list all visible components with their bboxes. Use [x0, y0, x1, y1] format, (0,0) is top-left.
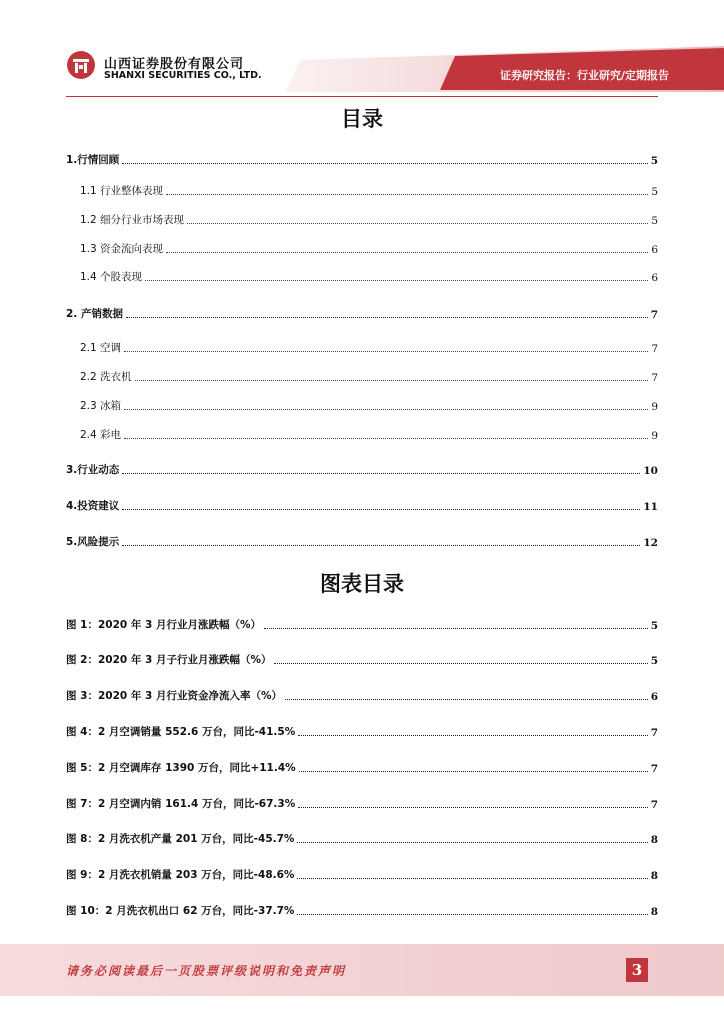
figure-entry-page: 7 — [650, 799, 658, 811]
toc-entry-label: 2.2 洗衣机 — [80, 371, 132, 383]
toc-entry[interactable] — [66, 151, 658, 167]
toc-entry[interactable] — [80, 397, 658, 413]
toc-entry-label: 5.风险提示 — [66, 536, 120, 548]
figure-entry[interactable] — [66, 902, 658, 918]
toc-entry-page: 9 — [651, 430, 658, 442]
dot-leader — [166, 193, 648, 195]
header-divider — [66, 96, 658, 97]
figure-entry[interactable] — [66, 651, 658, 667]
toc-entry-page: 10 — [643, 465, 658, 477]
figure-entry-label: 图 7：2 月空调内销 161.4 万台，同比-67.3% — [66, 798, 296, 810]
toc-entry-label: 1.3 资金流向表现 — [80, 243, 164, 255]
toc-entry-page: 9 — [651, 401, 658, 413]
dot-leader — [145, 279, 648, 281]
figure-entry[interactable] — [66, 830, 658, 846]
toc-entry-label: 3.行业动态 — [66, 464, 120, 476]
dot-leader — [274, 662, 647, 664]
figure-entry-label: 图 1：2020 年 3 月行业月涨跌幅（%） — [66, 619, 261, 631]
toc-entry-page: 11 — [643, 501, 658, 513]
toc-entry[interactable] — [80, 211, 658, 227]
dot-leader — [122, 508, 640, 510]
figure-entry-label: 图 4：2 月空调销量 552.6 万台，同比-41.5% — [66, 726, 296, 738]
dot-leader — [124, 437, 648, 439]
toc-entry-label: 1.行情回顾 — [66, 154, 120, 166]
figure-entry-page: 5 — [650, 620, 658, 632]
toc-entry-label: 4.投资建议 — [66, 500, 120, 512]
toc-entry[interactable] — [66, 497, 658, 513]
figure-entry[interactable] — [66, 795, 658, 811]
figure-entry[interactable] — [66, 687, 658, 703]
toc-entry-page: 7 — [651, 343, 658, 355]
toc-entry-label: 1.1 行业整体表现 — [80, 185, 164, 197]
figure-entry[interactable] — [66, 723, 658, 739]
figure-entry[interactable] — [66, 616, 658, 632]
dot-leader — [297, 913, 647, 915]
figure-entry-page: 6 — [650, 691, 658, 703]
dot-leader — [122, 544, 640, 546]
toc-entry[interactable] — [66, 533, 658, 549]
figure-entry[interactable] — [66, 759, 658, 775]
figure-entry-page: 8 — [650, 906, 658, 918]
dot-leader — [126, 316, 648, 318]
figure-entry-label: 图 9：2 月洗衣机销量 203 万台，同比-48.6% — [66, 869, 295, 881]
dot-leader — [122, 472, 640, 474]
toc-entry[interactable] — [80, 339, 658, 355]
dot-leader — [285, 698, 648, 700]
toc-entry[interactable] — [66, 305, 658, 321]
figure-entry-page: 8 — [650, 870, 658, 882]
figure-entry-label: 图 10：2 月洗衣机出口 62 万台，同比-37.7% — [66, 905, 295, 917]
report-type: 证券研究报告：行业研究/定期报告 — [499, 69, 669, 82]
figure-entry-page: 7 — [650, 727, 658, 739]
toc-entry-label: 1.2 细分行业市场表现 — [80, 214, 185, 226]
dot-leader — [166, 251, 648, 253]
toc-entry-label: 2.3 冰箱 — [80, 400, 122, 412]
dot-leader — [264, 627, 648, 629]
toc-entry[interactable] — [80, 240, 658, 256]
figure-entry-page: 7 — [650, 763, 658, 775]
figure-entry-label: 图 8：2 月洗衣机产量 201 万台，同比-45.7% — [66, 833, 295, 845]
toc-entry-page: 5 — [651, 215, 658, 227]
dot-leader — [297, 877, 647, 879]
company-logo-icon — [66, 50, 96, 80]
dot-leader — [298, 806, 647, 808]
figure-entry-label: 图 2：2020 年 3 月子行业月涨跌幅（%） — [66, 654, 272, 666]
toc-entry-page: 7 — [650, 309, 658, 321]
page-number: 3 — [626, 958, 648, 982]
toc-title: 目录 — [341, 107, 383, 131]
figure-entry[interactable] — [66, 866, 658, 882]
figure-entry-page: 5 — [650, 655, 658, 667]
toc-entry[interactable] — [80, 268, 658, 284]
figure-entry-label: 图 5：2 月空调库存 1390 万台，同比+11.4% — [66, 762, 296, 774]
toc-entry-page: 6 — [651, 244, 658, 256]
toc-entry-label: 2. 产销数据 — [66, 308, 123, 320]
figure-entry-page: 8 — [650, 834, 658, 846]
dot-leader — [135, 379, 649, 381]
toc-entry[interactable] — [80, 426, 658, 442]
dot-leader — [124, 408, 648, 410]
company-name-cn: 山西证券股份有限公司 — [104, 57, 245, 72]
dot-leader — [299, 770, 648, 772]
company-name-en: SHANXI SECURITIES CO., LTD. — [104, 70, 262, 81]
page-header — [0, 0, 724, 100]
toc-entry-label: 2.4 彩电 — [80, 429, 122, 441]
toc-entry-page: 5 — [651, 186, 658, 198]
toc-entry-page: 12 — [643, 537, 658, 549]
dot-leader — [297, 841, 647, 843]
dot-leader — [187, 222, 648, 224]
header-band — [0, 0, 724, 100]
disclaimer-text: 请务必阅读最后一页股票评级说明和免责声明 — [66, 964, 347, 978]
toc-entry[interactable] — [66, 461, 658, 477]
toc-entry-page: 6 — [651, 272, 658, 284]
toc-entry-page: 5 — [650, 155, 658, 167]
dot-leader — [124, 350, 648, 352]
toc-entry-page: 7 — [651, 372, 658, 384]
toc-entry-label: 2.1 空调 — [80, 342, 122, 354]
toc-entry-label: 1.4 个股表现 — [80, 271, 143, 283]
figure-list-title: 图表目录 — [320, 572, 404, 596]
figure-entry-label: 图 3：2020 年 3 月行业资金净流入率（%） — [66, 690, 282, 702]
toc-entry[interactable] — [80, 368, 658, 384]
toc-entry[interactable] — [80, 182, 658, 198]
dot-leader — [122, 162, 647, 164]
dot-leader — [298, 734, 647, 736]
